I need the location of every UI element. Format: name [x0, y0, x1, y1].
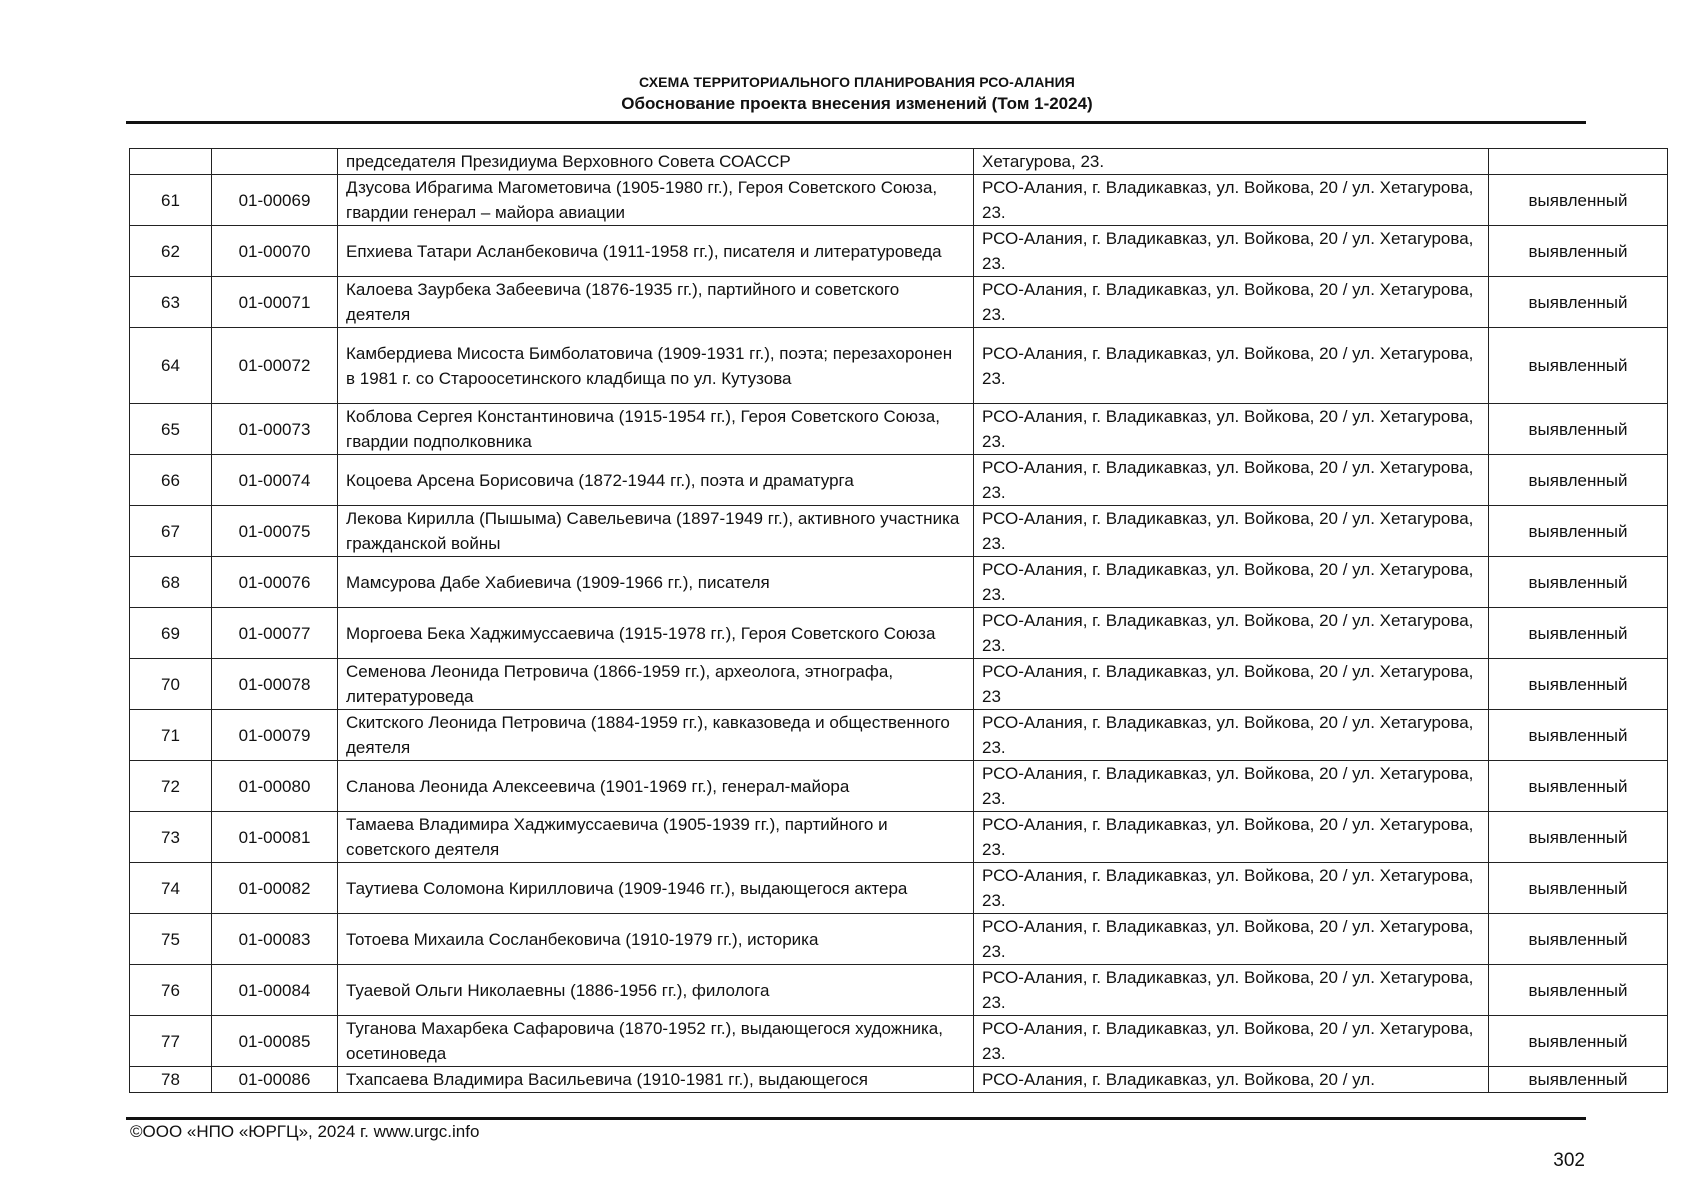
table-row: [130, 455, 1668, 506]
cell-status: выявленный: [1489, 1016, 1668, 1067]
table-row-continuation: [130, 149, 1668, 175]
cell-name: Таутиева Соломона Кирилловича (1909-1946 гг.), выдающегося актера: [338, 863, 974, 914]
cell-num: 72: [130, 761, 212, 812]
table-row: [130, 914, 1668, 965]
cell-code: 01-00069: [212, 175, 338, 226]
cell-address: РСО-Алания, г. Владикавказ, ул. Войкова, 20 / ул. Хетагурова, 23.: [974, 277, 1489, 328]
cell-status: [1489, 149, 1668, 175]
cell-num: 62: [130, 226, 212, 277]
table-row: [130, 557, 1668, 608]
cell-num: 78: [130, 1067, 212, 1093]
cell-status: выявленный: [1489, 175, 1668, 226]
cell-name: Тотоева Михаила Сосланбековича (1910-1979 гг.), историка: [338, 914, 974, 965]
cell-address: РСО-Алания, г. Владикавказ, ул. Войкова, 20 / ул. Хетагурова, 23.: [974, 455, 1489, 506]
footer-rule: [126, 1117, 1586, 1120]
table-row: [130, 328, 1668, 404]
cell-address: РСО-Алания, г. Владикавказ, ул. Войкова, 20 / ул. Хетагурова, 23.: [974, 914, 1489, 965]
cell-num: 66: [130, 455, 212, 506]
cell-num: 73: [130, 812, 212, 863]
table-row: [130, 277, 1668, 328]
cell-address: Хетагурова, 23.: [974, 149, 1489, 175]
cell-num: 68: [130, 557, 212, 608]
cell-name: Лекова Кирилла (Пышыма) Савельевича (1897-1949 гг.), активного участника гражданской войны: [338, 506, 974, 557]
cell-code: 01-00083: [212, 914, 338, 965]
cell-status: выявленный: [1489, 965, 1668, 1016]
cell-code: 01-00086: [212, 1067, 338, 1093]
cell-num: 71: [130, 710, 212, 761]
cell-address: РСО-Алания, г. Владикавказ, ул. Войкова, 20 / ул. Хетагурова, 23.: [974, 965, 1489, 1016]
cell-name: Туаевой Ольги Николаевны (1886-1956 гг.), филолога: [338, 965, 974, 1016]
cell-code: 01-00085: [212, 1016, 338, 1067]
cell-num: 61: [130, 175, 212, 226]
cell-status: выявленный: [1489, 608, 1668, 659]
cell-address: РСО-Алания, г. Владикавказ, ул. Войкова, 20 / ул. Хетагурова, 23.: [974, 863, 1489, 914]
table-row: [130, 506, 1668, 557]
table-row: [130, 659, 1668, 710]
cell-status: выявленный: [1489, 659, 1668, 710]
cell-code: 01-00071: [212, 277, 338, 328]
cell-address: РСО-Алания, г. Владикавказ, ул. Войкова, 20 / ул. Хетагурова, 23.: [974, 506, 1489, 557]
cell-status: выявленный: [1489, 914, 1668, 965]
cell-status: выявленный: [1489, 1067, 1668, 1093]
cell-num: 64: [130, 328, 212, 404]
cell-address: РСО-Алания, г. Владикавказ, ул. Войкова, 20 / ул. Хетагурова, 23.: [974, 608, 1489, 659]
cell-code: 01-00078: [212, 659, 338, 710]
cell-code: 01-00084: [212, 965, 338, 1016]
table-row: [130, 1067, 1668, 1093]
cell-status: выявленный: [1489, 455, 1668, 506]
header-title: СХЕМА ТЕРРИТОРИАЛЬНОГО ПЛАНИРОВАНИЯ РСО-АЛАНИЯ: [639, 74, 1075, 90]
cell-status: выявленный: [1489, 557, 1668, 608]
table-row: [130, 812, 1668, 863]
cell-status: выявленный: [1489, 863, 1668, 914]
cell-name: Сланова Леонида Алексеевича (1901-1969 гг.), генерал-майора: [338, 761, 974, 812]
table-row: [130, 863, 1668, 914]
cell-num: 69: [130, 608, 212, 659]
cell-address: РСО-Алания, г. Владикавказ, ул. Войкова, 20 / ул. Хетагурова, 23.: [974, 404, 1489, 455]
cell-name: Тхапсаева Владимира Васильевича (1910-1981 гг.), выдающегося: [338, 1067, 974, 1093]
cell-num: 65: [130, 404, 212, 455]
cell-name: председателя Президиума Верховного Совета СОАССР: [338, 149, 974, 175]
page-number: 302: [1553, 1150, 1585, 1171]
cell-name: Туганова Махарбека Сафаровича (1870-1952 гг.), выдающегося художника, осетиноведа: [338, 1016, 974, 1067]
cell-name: Камбердиева Мисоста Бимболатовича (1909-1931 гг.), поэта; перезахоронен в 1981 г. со Староосетинского кладбища по ул. Кутузова: [338, 328, 974, 404]
cell-address: РСО-Алания, г. Владикавказ, ул. Войкова, 20 / ул. Хетагурова, 23.: [974, 761, 1489, 812]
cell-status: выявленный: [1489, 328, 1668, 404]
cell-address: РСО-Алания, г. Владикавказ, ул. Войкова, 20 / ул. Хетагурова, 23: [974, 659, 1489, 710]
cell-status: выявленный: [1489, 277, 1668, 328]
table-row: [130, 175, 1668, 226]
table-row: [130, 761, 1668, 812]
header-rule: [126, 121, 1586, 124]
cell-name: Скитского Леонида Петровича (1884-1959 гг.), кавказоведа и общественного деятеля: [338, 710, 974, 761]
cell-address: РСО-Алания, г. Владикавказ, ул. Войкова, 20 / ул. Хетагурова, 23.: [974, 710, 1489, 761]
table-body: [130, 149, 1668, 1093]
cell-name: Моргоева Бека Хаджимуссаевича (1915-1978 гг.), Героя Советского Союза: [338, 608, 974, 659]
cell-num: 70: [130, 659, 212, 710]
header-subtitle: Обоснование проекта внесения изменений (Том 1-2024): [621, 94, 1093, 113]
cell-address: РСО-Алания, г. Владикавказ, ул. Войкова, 20 / ул. Хетагурова, 23.: [974, 328, 1489, 404]
cell-address: РСО-Алания, г. Владикавказ, ул. Войкова, 20 / ул. Хетагурова, 23.: [974, 175, 1489, 226]
cell-code: 01-00082: [212, 863, 338, 914]
cell-name: Тамаева Владимира Хаджимуссаевича (1905-1939 гг.), партийного и советского деятеля: [338, 812, 974, 863]
cell-num: 77: [130, 1016, 212, 1067]
cell-code: 01-00074: [212, 455, 338, 506]
cell-name: Коцоева Арсена Борисовича (1872-1944 гг.), поэта и драматурга: [338, 455, 974, 506]
table-row: [130, 404, 1668, 455]
monuments-table: [129, 148, 1668, 1093]
cell-code: 01-00081: [212, 812, 338, 863]
cell-code: 01-00070: [212, 226, 338, 277]
cell-name: Семенова Леонида Петровича (1866-1959 гг.), археолога, этнографа, литературоведа: [338, 659, 974, 710]
cell-status: выявленный: [1489, 226, 1668, 277]
cell-code: 01-00075: [212, 506, 338, 557]
cell-status: выявленный: [1489, 710, 1668, 761]
cell-code: 01-00076: [212, 557, 338, 608]
cell-code: [212, 149, 338, 175]
cell-name: Епхиева Татари Асланбековича (1911-1958 гг.), писателя и литературоведа: [338, 226, 974, 277]
cell-num: 75: [130, 914, 212, 965]
cell-num: 74: [130, 863, 212, 914]
cell-address: РСО-Алания, г. Владикавказ, ул. Войкова, 20 / ул. Хетагурова, 23.: [974, 226, 1489, 277]
cell-status: выявленный: [1489, 761, 1668, 812]
cell-address: РСО-Алания, г. Владикавказ, ул. Войкова, 20 / ул.: [974, 1067, 1489, 1093]
cell-address: РСО-Алания, г. Владикавказ, ул. Войкова, 20 / ул. Хетагурова, 23.: [974, 1016, 1489, 1067]
cell-status: выявленный: [1489, 404, 1668, 455]
table-row: [130, 226, 1668, 277]
table-row: [130, 965, 1668, 1016]
cell-num: 63: [130, 277, 212, 328]
cell-num: [130, 149, 212, 175]
cell-name: Коблова Сергея Константиновича (1915-1954 гг.), Героя Советского Союза, гвардии подполковника: [338, 404, 974, 455]
table-row: [130, 710, 1668, 761]
cell-name: Дзусова Ибрагима Магометовича (1905-1980 гг.), Героя Советского Союза, гвардии генерал – майора авиации: [338, 175, 974, 226]
table-row: [130, 1016, 1668, 1067]
cell-name: Калоева Заурбека Забеевича (1876-1935 гг.), партийного и советского деятеля: [338, 277, 974, 328]
footer-copyright: ©ООО «НПО «ЮРГЦ», 2024 г. www.urgc.info: [130, 1122, 480, 1141]
cell-code: 01-00072: [212, 328, 338, 404]
cell-code: 01-00073: [212, 404, 338, 455]
cell-code: 01-00080: [212, 761, 338, 812]
table-row: [130, 608, 1668, 659]
cell-code: 01-00077: [212, 608, 338, 659]
cell-code: 01-00079: [212, 710, 338, 761]
cell-num: 67: [130, 506, 212, 557]
cell-num: 76: [130, 965, 212, 1016]
cell-status: выявленный: [1489, 506, 1668, 557]
page-header: [128, 71, 1586, 115]
cell-address: РСО-Алания, г. Владикавказ, ул. Войкова, 20 / ул. Хетагурова, 23.: [974, 557, 1489, 608]
cell-address: РСО-Алания, г. Владикавказ, ул. Войкова, 20 / ул. Хетагурова, 23.: [974, 812, 1489, 863]
cell-status: выявленный: [1489, 812, 1668, 863]
cell-name: Мамсурова Дабе Хабиевича (1909-1966 гг.), писателя: [338, 557, 974, 608]
